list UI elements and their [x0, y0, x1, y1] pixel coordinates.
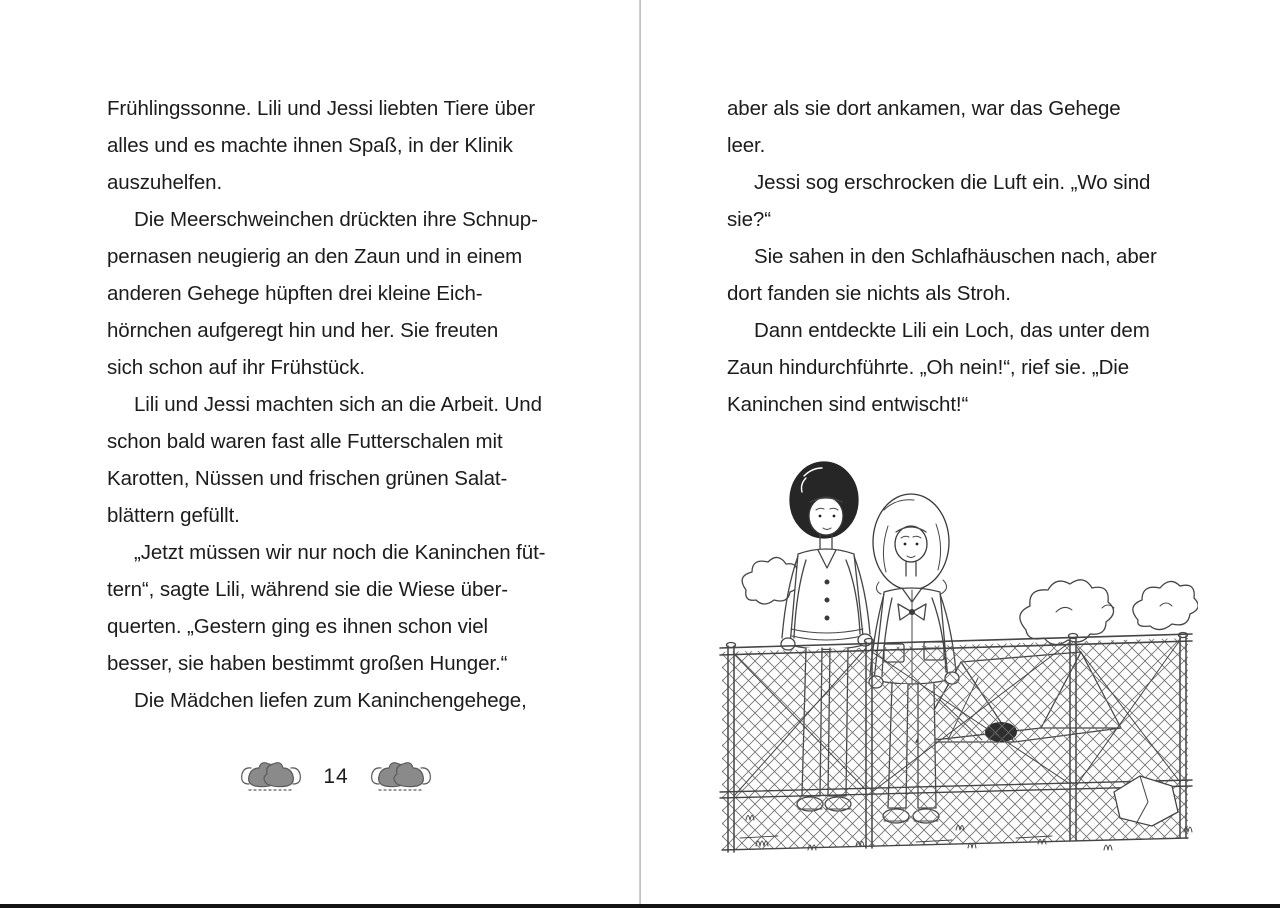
page-ornament-right-icon: [371, 760, 431, 794]
text-line: dort fanden sie nichts als Stroh.: [727, 282, 1011, 305]
text-line: Kaninchen sind entwischt!“: [727, 393, 969, 416]
text-line: auszuhelfen.: [107, 171, 223, 194]
text-line: anderen Gehege hüpften drei kleine Eich-: [107, 282, 483, 305]
text-line: tern“, sagte Lili, während sie die Wiese über-: [107, 578, 509, 601]
text-line: schon bald waren fast alle Futterschalen mit: [107, 430, 503, 453]
book-bottom-edge: [0, 904, 1280, 908]
chain-link-fence: [720, 633, 1192, 853]
text-line: „Jetzt müssen wir nur noch die Kaninchen füt-: [134, 541, 546, 564]
text-line: sie?“: [727, 208, 771, 231]
page-ornament-left-icon: [241, 760, 301, 794]
right-page-text: [727, 90, 1185, 423]
text-line: pernasen neugierig an den Zaun und in einem: [107, 245, 523, 268]
text-line: sich schon auf ihr Frühstück.: [107, 356, 366, 379]
text-line: Zaun hindurchführte. „Oh nein!“, rief sie. „Die: [727, 356, 1130, 379]
page-gutter-divider: [639, 0, 641, 908]
left-page-text: [107, 90, 565, 719]
rabbit-enclosure-illustration: [716, 440, 1198, 854]
text-line: hörnchen aufgeregt hin und her. Sie freuten: [107, 319, 499, 342]
illustration-svg: [716, 440, 1198, 854]
text-line: aber als sie dort ankamen, war das Gehege: [727, 97, 1121, 120]
text-line: Die Meerschweinchen drückten ihre Schnup-: [134, 208, 538, 231]
page-footer: [107, 754, 565, 800]
text-line: Die Mädchen liefen zum Kaninchengehege,: [134, 689, 527, 712]
text-line: Karotten, Nüssen und frischen grünen Salat-: [107, 467, 508, 490]
text-line: querten. „Gestern ging es ihnen schon viel: [107, 615, 488, 638]
text-line: Frühlingssonne. Lili und Jessi liebten Tiere über: [107, 97, 536, 120]
text-line: Lili und Jessi machten sich an die Arbeit. Und: [134, 393, 542, 416]
text-line: Sie sahen in den Schlafhäuschen nach, aber: [754, 245, 1157, 268]
page-number: 14: [323, 765, 349, 788]
text-line: Jessi sog erschrocken die Luft ein. „Wo sind: [754, 171, 1151, 194]
text-line: Dann entdeckte Lili ein Loch, das unter dem: [754, 319, 1150, 342]
text-line: besser, sie haben bestimmt großen Hunger.“: [107, 652, 508, 675]
text-line: leer.: [727, 134, 766, 157]
text-line: alles und es machte ihnen Spaß, in der Klinik: [107, 134, 513, 157]
text-line: blättern gefüllt.: [107, 504, 240, 527]
